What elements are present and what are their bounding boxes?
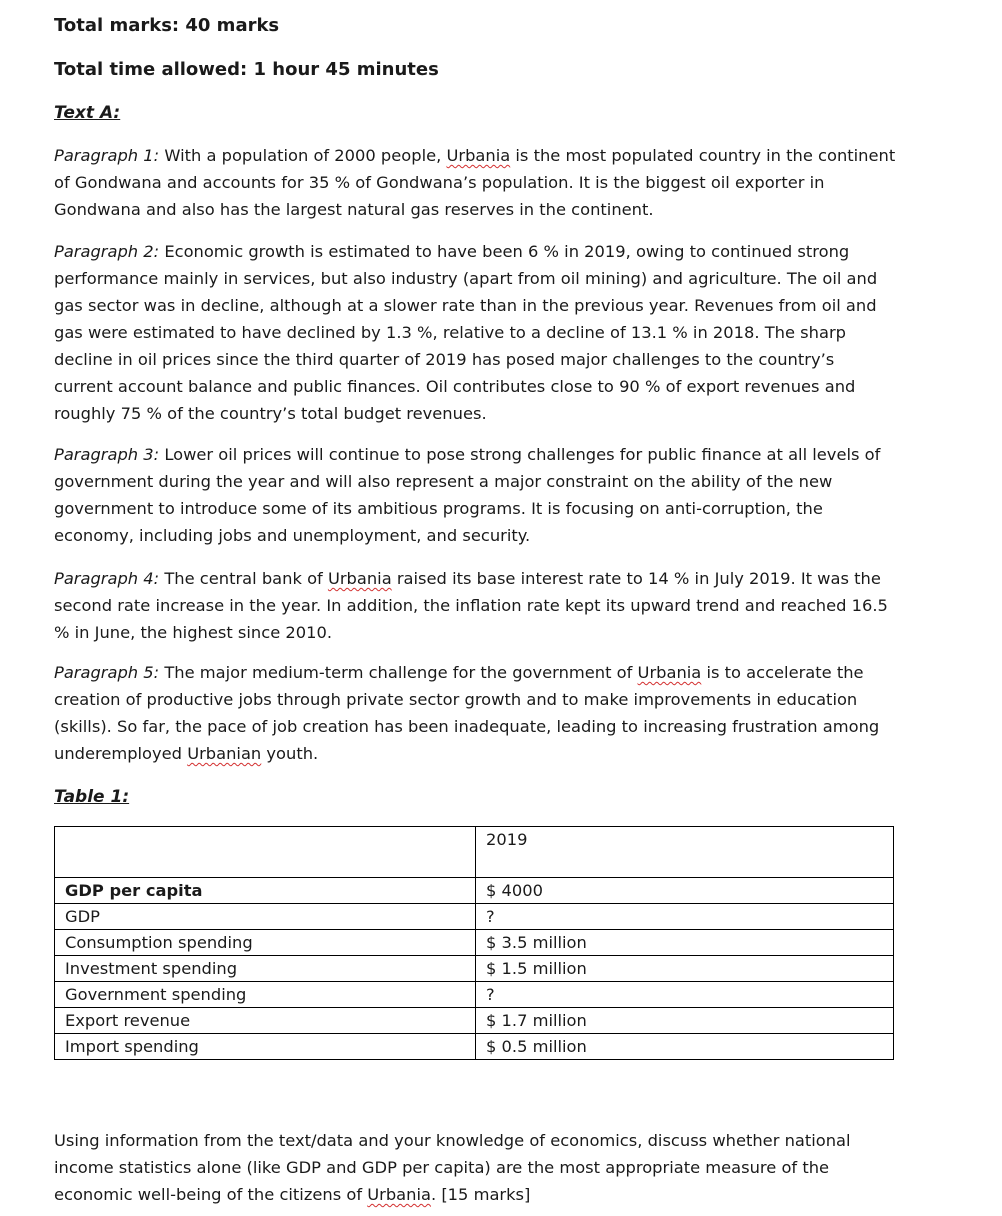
row-value: ? [476,904,894,930]
row-label: Consumption spending [55,930,476,956]
total-time-heading: Total time allowed: 1 hour 45 minutes [54,59,439,80]
table-row [55,904,894,930]
table-1-heading: Table 1: [54,787,130,807]
row-value: $ 1.7 million [476,1008,894,1034]
paragraph-3 [54,441,896,549]
spellcheck-term: Urbanian [187,744,262,763]
paragraph-5-text-a: The major medium-term challenge for the government of [159,663,638,682]
row-value: $ 3.5 million [476,930,894,956]
table-row [55,1034,894,1060]
row-label: GDP [55,904,476,930]
paragraph-4 [54,565,896,646]
text-a-heading: Text A: [54,103,121,123]
spellcheck-term: Urbania [446,146,511,165]
table-row [55,930,894,956]
paragraph-3-lead: Paragraph 3: [54,445,160,464]
row-value: $ 4000 [476,878,894,904]
paragraph-2-lead: Paragraph 2: [54,242,160,261]
paragraph-5-text-b: is to accelerate the creation of productive jobs through private sector growth and to make improvements in education (skills). So far, the pace of job creation has been inadequate, leading to increasing frustration among underemployed [54,663,880,763]
paragraph-1-lead: Paragraph 1: [54,146,160,165]
table-header-blank-cell [55,827,476,878]
paragraph-3-text: Lower oil prices will continue to pose strong challenges for public finance at all levels of government during the year and will also represent a major constraint on the ability of the new government to introduce some of its ambitious programs. It is focusing on anti-corruption, the economy, including jobs and unemployment, and security. [54,445,881,545]
paragraph-5-lead: Paragraph 5: [54,663,160,682]
paragraph-2 [54,238,896,427]
question-text-a: Using information from the text/data and your knowledge of economics, discuss whether national income statistics alone (like GDP and GDP per capita) are the most appropriate measure of the economic well-being of the citizens of [54,1131,851,1204]
paragraph-5 [54,659,896,767]
row-label: GDP per capita [55,878,476,904]
paragraph-1-text-b: is the most populated country in the continent of Gondwana and accounts for 35 % of Gondwana’s population. It is the biggest oil exporter in Gondwana and also has the largest natural gas reserves in the continent. [54,146,896,219]
table-row [55,1008,894,1034]
spellcheck-term: Urbania [637,663,702,682]
table-row [55,982,894,1008]
total-marks-heading: Total marks: 40 marks [54,15,280,36]
row-value: $ 0.5 million [476,1034,894,1060]
question-text-b: . [15 marks] [430,1185,531,1204]
paragraph-4-text-a: The central bank of [159,569,328,588]
table-row [55,956,894,982]
paragraph-4-text-b: raised its base interest rate to 14 % in July 2019. It was the second rate increase in the year. In addition, the inflation rate kept its upward trend and reached 16.5 % in June, the highest since 2010. [54,569,888,642]
table-header-year: 2019 [476,827,894,878]
paragraph-2-text: Economic growth is estimated to have been 6 % in 2019, owing to continued strong performance mainly in services, but also industry (apart from oil mining) and agriculture. The oil and gas sector was in decline, although at a slower rate than in the previous year. Revenues from oil and gas were estimated to have declined by 1.3 %, relative to a decline of 13.1 % in 2018. The sharp decline in oil prices since the third quarter of 2019 has posed major challenges to the country’s current account balance and public finances. Oil contributes close to 90 % of export revenues and roughly 75 % of the country’s total budget revenues. [54,242,878,423]
row-value: $ 1.5 million [476,956,894,982]
row-value: ? [476,982,894,1008]
table-row [55,878,894,904]
table-header-row [55,827,894,878]
row-label: Import spending [55,1034,476,1060]
paragraph-1-text-a: With a population of 2000 people, [159,146,447,165]
data-table [54,826,894,1060]
essay-question [54,1127,896,1208]
paragraph-1 [54,142,896,223]
paragraph-4-lead: Paragraph 4: [54,569,160,588]
spellcheck-term: Urbania [367,1185,431,1204]
paragraph-5-text-c: youth. [261,744,319,763]
spellcheck-term: Urbania [327,569,392,588]
row-label: Government spending [55,982,476,1008]
row-label: Investment spending [55,956,476,982]
row-label: Export revenue [55,1008,476,1034]
